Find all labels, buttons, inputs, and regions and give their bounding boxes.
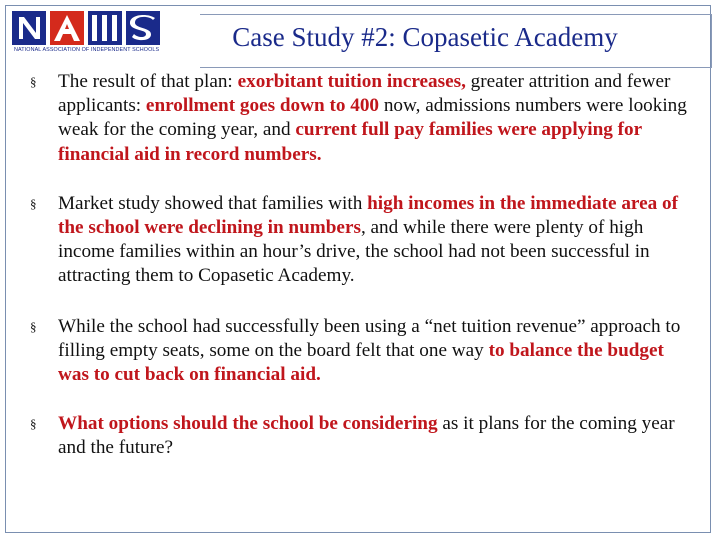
bullet-marker-icon: § [30, 195, 37, 211]
bullet-marker-icon: § [30, 318, 37, 334]
emphasis-text: enrollment goes down to 400 [145, 95, 380, 117]
bullet-item [30, 192, 690, 289]
bullet-marker-icon: § [30, 74, 37, 89]
emphasis-text: to balance the budget was to cut back on financial aid. [58, 339, 664, 386]
bullet-list [30, 70, 690, 461]
bullet-marker-icon: § [30, 416, 37, 432]
body-text: The result of that plan: [58, 71, 238, 92]
bullet-item [30, 412, 690, 460]
body-text: While the school had successfully been using a “net tuition revenue” approach to filling empty seats, some on the board felt that one way [58, 315, 681, 361]
logo-caption: NATIONAL ASSOCIATION OF INDEPENDENT SCHOOLS [14, 47, 160, 53]
body-text: greater attrition and fewer applicants: [58, 71, 671, 117]
body-text: as it plans for the coming year and the future? [58, 413, 675, 459]
bullet-text [58, 71, 687, 165]
emphasis-text: current full pay families were applying for financial aid in record numbers. [58, 119, 642, 165]
emphasis-text: exorbitant tuition increases, [237, 71, 466, 92]
body-text: now, admissions numbers were looking weak for the coming year, and [58, 95, 687, 141]
bullet-item [30, 70, 690, 167]
body-text: Market study showed that families with [58, 192, 368, 214]
emphasis-text: What options should the school be considering [58, 413, 438, 435]
emphasis-text: high incomes in the immediate area of the school were declining in numbers [58, 192, 678, 239]
bullet-text [58, 413, 675, 458]
bullet-text [58, 193, 678, 287]
bullet-item [30, 315, 690, 388]
bullet-text [58, 316, 680, 385]
page-title: Case Study #2: Copasetic Academy [232, 22, 618, 52]
body-text: , and while there were plenty of high income families within an hour’s drive, the school had not been successful in attracting them to Copasetic Academy. [58, 217, 650, 287]
